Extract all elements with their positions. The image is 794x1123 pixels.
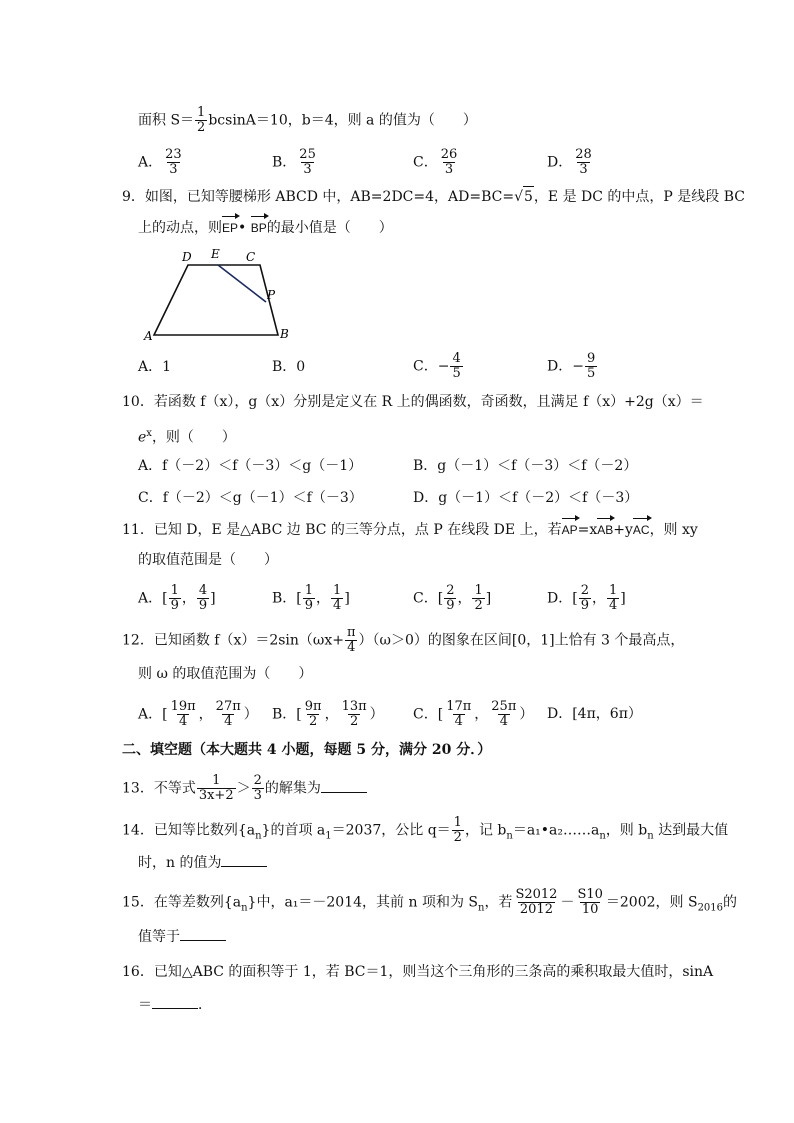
frac-den: 3 xyxy=(579,162,588,177)
q15-text: ＝2002，则 S xyxy=(605,894,698,911)
bracket-close: ） xyxy=(369,706,384,723)
q8-option-c xyxy=(413,148,460,177)
q11-text: 11．已知 D，E 是△ABC 边 BC 的三等分点，点 P 在线段 DE 上，若 xyxy=(122,522,562,538)
q13-frac1 xyxy=(197,774,236,803)
q10-line2 xyxy=(138,424,236,448)
eq-x: =x xyxy=(577,522,598,538)
q14-text: ＝a₁•a₂……a xyxy=(512,822,600,839)
q11-line2 xyxy=(138,550,278,570)
q11-text: 的取值范围是（ ） xyxy=(138,552,278,568)
q11-option-b: B．[ $\frac{1}{9}$ ， $\frac{1}{4}$ ] xyxy=(272,583,350,613)
q12-frac-pi4 xyxy=(345,626,358,655)
frac-den: 2 xyxy=(453,830,462,845)
q12-line2 xyxy=(138,664,312,684)
option-frac xyxy=(573,148,594,177)
frac-num: 2 xyxy=(446,583,455,598)
q10-option-a xyxy=(138,456,362,476)
q13 xyxy=(122,774,367,803)
q8-option-d xyxy=(547,148,595,177)
frac-num: S10 xyxy=(577,887,603,902)
option-frac xyxy=(444,584,456,613)
frac-num: 1 xyxy=(197,105,206,120)
option-frac xyxy=(163,148,184,177)
option-label: A． xyxy=(138,154,163,171)
minus-sign: − xyxy=(437,358,450,375)
frac-den: 9 xyxy=(198,598,208,613)
answer-blank[interactable] xyxy=(321,778,367,793)
option-label: A．[ xyxy=(138,706,168,723)
minus-sign: − xyxy=(572,358,584,375)
option-frac xyxy=(303,584,315,613)
option-frac xyxy=(444,700,473,729)
frac-den: 4 xyxy=(178,714,188,729)
q16-line1 xyxy=(122,962,713,982)
frac-den: 3 xyxy=(169,162,178,177)
frac-den: 4 xyxy=(224,714,233,729)
frac-num: 13π xyxy=(341,699,367,714)
vector-ac: AC xyxy=(633,520,650,540)
subscript: n xyxy=(255,830,262,842)
frac-num: 1 xyxy=(333,583,342,598)
sqrt-value: 5 xyxy=(523,186,534,207)
q14-text: }的首项 a xyxy=(261,822,326,839)
frac-den: 3 xyxy=(303,162,312,177)
exp-power: x xyxy=(146,428,152,439)
q16-text: ． xyxy=(198,997,212,1013)
option-frac xyxy=(169,700,198,729)
bracket-close: ） xyxy=(243,706,258,723)
q9-text: 9．如图，已知等腰梯形 ABCD 中，AB=2DC=4，AD=BC= xyxy=(122,189,515,205)
label-d: D xyxy=(182,250,192,264)
option-label: C． xyxy=(413,358,438,375)
vector-ab: AB xyxy=(597,520,613,540)
subscript: 1 xyxy=(325,830,332,842)
q14-line2 xyxy=(138,852,267,873)
q8-continuation xyxy=(138,106,477,135)
q15-text: 15．在等差数列{a xyxy=(122,894,242,911)
label-e: E xyxy=(211,247,220,261)
frac-num: S2012 xyxy=(515,887,558,902)
subscript: n xyxy=(506,830,513,842)
q13-text: 13．不等式 xyxy=(122,780,196,797)
vector-ap: AP xyxy=(562,520,578,540)
trapezoid-shape xyxy=(154,265,278,335)
gt-sign: ＞ xyxy=(236,780,251,797)
frac-den: 5 xyxy=(452,366,461,381)
q14-line1 xyxy=(122,816,728,846)
frac-num: 1 xyxy=(170,583,179,598)
q9-option-d xyxy=(547,352,598,381)
bracket-close: ） xyxy=(519,706,534,723)
frac-den: 2 xyxy=(474,598,483,613)
frac-num: 2 xyxy=(253,773,262,788)
label-a: A xyxy=(144,329,153,343)
q15-line2 xyxy=(138,926,226,947)
option-label: D． xyxy=(547,358,573,375)
q9-line1: 9．如图，已知等腰梯形 ABCD 中，AB=2DC=4，AD=BC=√5，E 是 DC 的中点，P 是线段 BC xyxy=(122,186,745,207)
frac-num: 23 xyxy=(165,147,182,162)
frac-num: 28 xyxy=(575,147,592,162)
q9-text-post: ，E 是 DC 的中点，P 是线段 BC xyxy=(533,189,746,205)
frac-den: 4 xyxy=(333,598,342,613)
option-text: C．f（－2）＜g（－1）＜f（－3） xyxy=(138,490,363,506)
frac-num: 1 xyxy=(304,583,314,598)
subscript: n xyxy=(241,902,248,914)
minus-sign: － xyxy=(560,894,575,911)
q9-option-c xyxy=(413,352,464,381)
frac-num: 25 xyxy=(299,147,316,162)
q14-text: ＝2037，公比 q＝ xyxy=(331,822,451,839)
exp-base: e xyxy=(138,429,147,446)
subscript: n xyxy=(477,902,485,914)
option-label: B． xyxy=(272,154,297,171)
q16-line2 xyxy=(138,994,212,1015)
answer-blank[interactable] xyxy=(152,994,198,1009)
q12-line1 xyxy=(122,626,684,655)
vector-ep: EP xyxy=(222,218,238,238)
option-frac xyxy=(607,584,619,613)
frac-num: 17π xyxy=(446,699,472,714)
frac-den: 5 xyxy=(586,366,596,381)
frac-den: 3x+2 xyxy=(198,788,234,803)
frac-num: 9π xyxy=(304,699,322,714)
frac-den: 9 xyxy=(580,598,589,613)
q10-line1 xyxy=(122,392,704,412)
q15-line1 xyxy=(122,888,737,918)
q10-text: 10．若函数 f（x），g（x）分别是定义在 R 上的偶函数，奇函数，且满足 f（x）+2g（x）＝ xyxy=(122,394,704,410)
q15-frac2 xyxy=(575,888,604,917)
q11-line1 xyxy=(122,520,698,540)
q11-option-a: A．[ $\frac{1}{9}$ ， $\frac{4}{9}$ ] xyxy=(138,583,216,613)
q12-text: 则 ω 的取值范围为（ ） xyxy=(138,666,313,682)
frac-num: 4 xyxy=(198,583,208,598)
q15-text: }中，a₁＝－2014，其前 n 项和为 S xyxy=(247,894,478,911)
q14-text: ，记 b xyxy=(464,822,507,839)
option-frac xyxy=(472,584,484,613)
q15-frac1 xyxy=(513,888,559,917)
label-b: B xyxy=(280,327,289,341)
frac-den: 4 xyxy=(454,714,463,729)
q13-text-post: 的解集为 xyxy=(264,780,321,797)
option-text: B．g（－1）＜f（－3）＜f（－2） xyxy=(413,458,638,474)
q14-frac xyxy=(452,816,464,845)
frac-num: 9 xyxy=(586,351,596,366)
q16-text: ＝ xyxy=(138,997,152,1013)
option-frac xyxy=(297,148,318,177)
frac-num: 1 xyxy=(608,583,618,598)
q10-option-b xyxy=(413,456,637,476)
q9-option-b xyxy=(272,357,305,377)
option-frac xyxy=(340,700,369,729)
q9-line2 xyxy=(138,218,393,238)
q14-text: 14．已知等比数列{a xyxy=(122,822,256,839)
q11-text-post: ，则 xy xyxy=(649,522,698,538)
q14-text: ，则 b xyxy=(605,822,648,839)
subscript: 2016 xyxy=(697,902,724,914)
option-frac xyxy=(169,584,181,613)
q12-option-b: B．[ $\frac{9\pi}{2}$ ， $\frac{13\pi}{2}$ ） xyxy=(272,699,384,729)
frac-den: 9 xyxy=(446,598,455,613)
frac-num: 1 xyxy=(474,583,483,598)
q8-frac-half xyxy=(195,106,207,135)
answer-blank[interactable] xyxy=(221,852,267,867)
option-label: C．[ xyxy=(413,706,444,723)
frac-num: 27π xyxy=(215,699,241,714)
option-label: C． xyxy=(413,154,438,171)
frac-den: 2 xyxy=(349,714,359,729)
frac-num: 25π xyxy=(491,699,517,714)
q8-option-b xyxy=(272,148,319,177)
q14-text: 达到最大值 xyxy=(653,822,729,839)
q12-text-post: ）（ω＞0）的图象在区间[0，1]上恰有 3 个最高点， xyxy=(358,632,685,649)
label-p: P xyxy=(267,288,276,302)
q10-option-c xyxy=(138,488,363,508)
option-frac xyxy=(450,352,462,381)
option-label: A．1 xyxy=(138,359,172,375)
option-frac xyxy=(439,148,460,177)
q12-option-a: A．[ $\frac{19\pi}{4}$ ， $\frac{27\pi}{4}$ ） xyxy=(138,699,258,729)
dot-operator: • xyxy=(238,220,247,236)
q15-text: 的 xyxy=(723,894,738,911)
q8-text-post: bcsinA＝10，b＝4，则 a 的值为（ ） xyxy=(208,112,477,129)
option-frac xyxy=(585,352,597,381)
section-heading-fill-blank xyxy=(122,740,491,760)
vector-bp: BP xyxy=(251,218,267,238)
q9-text-post: 的最小值是（ ） xyxy=(266,220,393,236)
option-label: D．[ xyxy=(547,590,578,607)
q11-option-d: D．[ $\frac{2}{9}$ ， $\frac{1}{4}$ ] xyxy=(547,583,626,613)
frac-den: 2012 xyxy=(519,902,553,917)
q14-text: 时，n 的值为 xyxy=(138,855,222,871)
plus-y: +y xyxy=(613,522,633,538)
bracket-close: ] xyxy=(620,590,626,607)
frac-den: 9 xyxy=(304,598,314,613)
bracket-close: ] xyxy=(485,590,492,607)
subscript: n xyxy=(599,830,606,842)
frac-den: 2 xyxy=(309,714,318,729)
frac-den: 4 xyxy=(347,640,356,655)
frac-num: 4 xyxy=(452,351,461,366)
q15-text: ，若 xyxy=(484,894,513,911)
option-frac xyxy=(197,584,209,613)
frac-den: 4 xyxy=(608,598,618,613)
segment-ep xyxy=(218,265,266,302)
option-frac xyxy=(489,700,518,729)
label-c: C xyxy=(246,250,256,264)
q15-text: 值等于 xyxy=(138,929,180,945)
q10-text-post: ，则（ ） xyxy=(151,429,236,446)
frac-den: 10 xyxy=(581,902,599,917)
q12-option-c: C．[ $\frac{17\pi}{4}$ ， $\frac{25\pi}{4}$ ） xyxy=(413,699,534,729)
option-frac xyxy=(303,700,324,729)
subscript: n xyxy=(647,830,654,842)
option-frac xyxy=(579,584,591,613)
section-title: 二、填空题（本大题共 4 小题，每题 5 分，满分 20 分．） xyxy=(122,742,492,758)
q13-frac2 xyxy=(252,774,264,803)
option-frac xyxy=(214,700,243,729)
option-label: B．[ xyxy=(272,706,302,723)
frac-num: 19π xyxy=(170,699,196,714)
frac-num: 1 xyxy=(212,773,221,788)
answer-blank[interactable] xyxy=(180,926,226,941)
bracket-close: ] xyxy=(210,590,216,607)
q10-option-d xyxy=(413,488,638,508)
q12-option-d xyxy=(547,704,642,724)
option-label: B．0 xyxy=(272,359,306,375)
option-label: D．[4π，6π） xyxy=(547,706,642,722)
q9-text: 上的动点，则 xyxy=(138,220,222,236)
option-label: A．[ xyxy=(138,590,168,607)
q11-option-c: C．[ $\frac{2}{9}$ ， $\frac{1}{2}$ ] xyxy=(413,583,492,613)
frac-num: 1 xyxy=(453,815,462,830)
frac-num: 2 xyxy=(580,583,589,598)
option-text: D．g（－1）＜f（－2）＜f（－3） xyxy=(413,490,639,506)
frac-den: 2 xyxy=(197,120,206,135)
option-label: D． xyxy=(547,154,573,171)
frac-den: 4 xyxy=(499,714,508,729)
option-label: B．[ xyxy=(272,590,302,607)
q8-text-pre: 面积 S＝ xyxy=(138,112,195,129)
option-text: A．f（－2）＜f（－3）＜g（－1） xyxy=(138,458,363,474)
frac-num: 26 xyxy=(440,147,458,162)
q12-text: 12．已知函数 f（x）＝2sin（ωx+ xyxy=(122,632,344,649)
frac-den: 3 xyxy=(253,788,262,803)
trapezoid-figure xyxy=(142,244,302,344)
q16-text: 16．已知△ABC 的面积等于 1，若 BC＝1，则当这个三角形的三条高的乘积取最大值时，sinA xyxy=(122,964,714,980)
frac-den: 9 xyxy=(170,598,179,613)
option-frac xyxy=(331,584,343,613)
frac-num: π xyxy=(346,625,356,640)
option-label: C．[ xyxy=(413,590,444,607)
q8-option-a xyxy=(138,148,185,177)
frac-den: 3 xyxy=(444,162,454,177)
q9-option-a xyxy=(138,357,171,377)
bracket-close: ] xyxy=(344,590,350,607)
